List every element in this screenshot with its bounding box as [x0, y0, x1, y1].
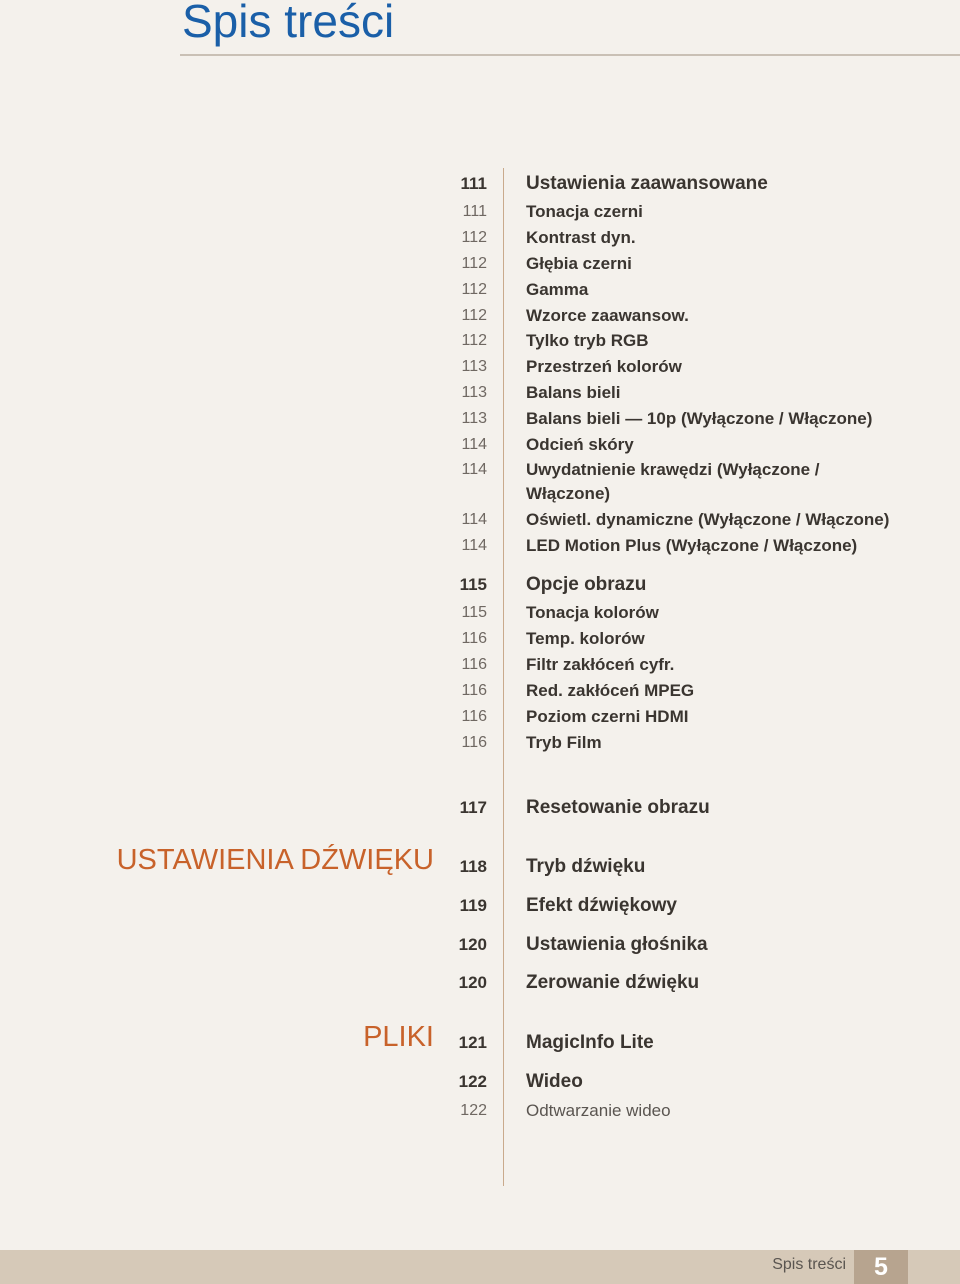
toc-subentry-title[interactable]: Odcień skóry [526, 435, 634, 454]
toc-page-number: 114 [461, 461, 487, 478]
toc-subentry-title[interactable]: Tonacja kolorów [526, 603, 659, 622]
toc-page-number: 120 [458, 935, 487, 954]
toc-page-number: 116 [461, 656, 487, 673]
toc-page-number: 120 [458, 973, 487, 992]
page-footer [0, 1250, 960, 1284]
toc-page-number: 112 [461, 332, 487, 349]
toc-subentry-title[interactable]: Red. zakłóceń MPEG [526, 681, 695, 700]
toc-subentry-title[interactable]: Filtr zakłóceń cyfr. [526, 655, 675, 674]
toc-page-number: 118 [459, 857, 487, 876]
toc-page-number: 113 [461, 358, 487, 375]
title-divider [180, 54, 960, 56]
toc-page-number: 115 [461, 604, 487, 621]
toc-subentry-title[interactable]: Przestrzeń kolorów [526, 357, 682, 376]
toc-entry-title[interactable]: Ustawienia głośnika [526, 934, 708, 955]
toc-page-number: 114 [461, 537, 487, 554]
toc-subentry-title[interactable]: Balans bieli [526, 383, 621, 402]
toc-page-number: 113 [461, 384, 487, 401]
toc-subentry-title[interactable]: Uwydatnienie krawędzi (Wyłączone / Włączone) [526, 460, 820, 503]
toc-subentry-title[interactable]: Głębia czerni [526, 254, 632, 273]
toc-page-number: 116 [461, 734, 487, 751]
toc-subentry-title[interactable]: Tryb Film [526, 733, 602, 752]
toc-subentry-title[interactable]: Balans bieli — 10p (Wyłączone / Włączone) [526, 409, 873, 428]
toc-subentry-title[interactable]: LED Motion Plus (Wyłączone / Włączone) [526, 536, 858, 555]
toc-page-number: 111 [462, 203, 487, 220]
toc-page-number: 115 [459, 575, 487, 594]
toc-entry-title[interactable]: Efekt dźwiękowy [526, 895, 677, 916]
toc-page-number: 112 [461, 255, 487, 272]
page-number-badge: 5 [854, 1250, 908, 1284]
toc-page-number: 122 [460, 1102, 487, 1119]
toc-page-number: 116 [461, 708, 487, 725]
toc-page-number: 122 [458, 1072, 487, 1091]
toc-page-number: 116 [461, 630, 487, 647]
toc-page-number: 117 [459, 798, 487, 817]
toc-page-number: 116 [461, 682, 487, 699]
toc-entry-title[interactable]: Tryb dźwięku [526, 856, 646, 877]
column-divider [503, 168, 504, 1186]
toc-page-number: 113 [461, 410, 487, 427]
toc-subentry-title[interactable]: Poziom czerni HDMI [526, 707, 689, 726]
toc-subentry-title[interactable]: Odtwarzanie wideo [526, 1101, 671, 1120]
toc-entry-title[interactable]: Ustawienia zaawansowane [526, 173, 768, 194]
section-heading-sound-settings: USTAWIENIA DŹWIĘKU [116, 844, 434, 876]
toc-subentry-title[interactable]: Tylko tryb RGB [526, 331, 649, 350]
toc-page-number: 119 [459, 896, 487, 915]
toc-subentry-title[interactable]: Temp. kolorów [526, 629, 645, 648]
toc-entry-title[interactable]: MagicInfo Lite [526, 1032, 654, 1053]
toc-subentry-title[interactable]: Wzorce zaawansow. [526, 306, 689, 325]
toc-entry-title[interactable]: Wideo [526, 1071, 583, 1092]
toc-subentry-title[interactable]: Tonacja czerni [526, 202, 643, 221]
toc-page-number: 121 [458, 1033, 487, 1052]
toc-entry-title[interactable]: Zerowanie dźwięku [526, 972, 700, 993]
toc-subentry-title[interactable]: Kontrast dyn. [526, 228, 636, 247]
toc-entry-title[interactable]: Resetowanie obrazu [526, 797, 710, 818]
toc-page-number: 114 [461, 511, 487, 528]
toc-page-number: 112 [461, 281, 487, 298]
toc-page-number: 112 [461, 307, 487, 324]
section-heading-files: PLIKI [363, 1021, 434, 1053]
toc-subentry-title[interactable]: Gamma [526, 280, 589, 299]
toc-page-number: 111 [460, 174, 487, 193]
toc-page-number: 112 [461, 229, 487, 246]
toc-subentry-title[interactable]: Oświetl. dynamiczne (Wyłączone / Włączone) [526, 510, 890, 529]
toc-page-number: 114 [461, 436, 487, 453]
page-title: Spis treści [182, 0, 395, 47]
footer-label: Spis treści [772, 1256, 846, 1273]
toc-entry-title[interactable]: Opcje obrazu [526, 574, 647, 595]
